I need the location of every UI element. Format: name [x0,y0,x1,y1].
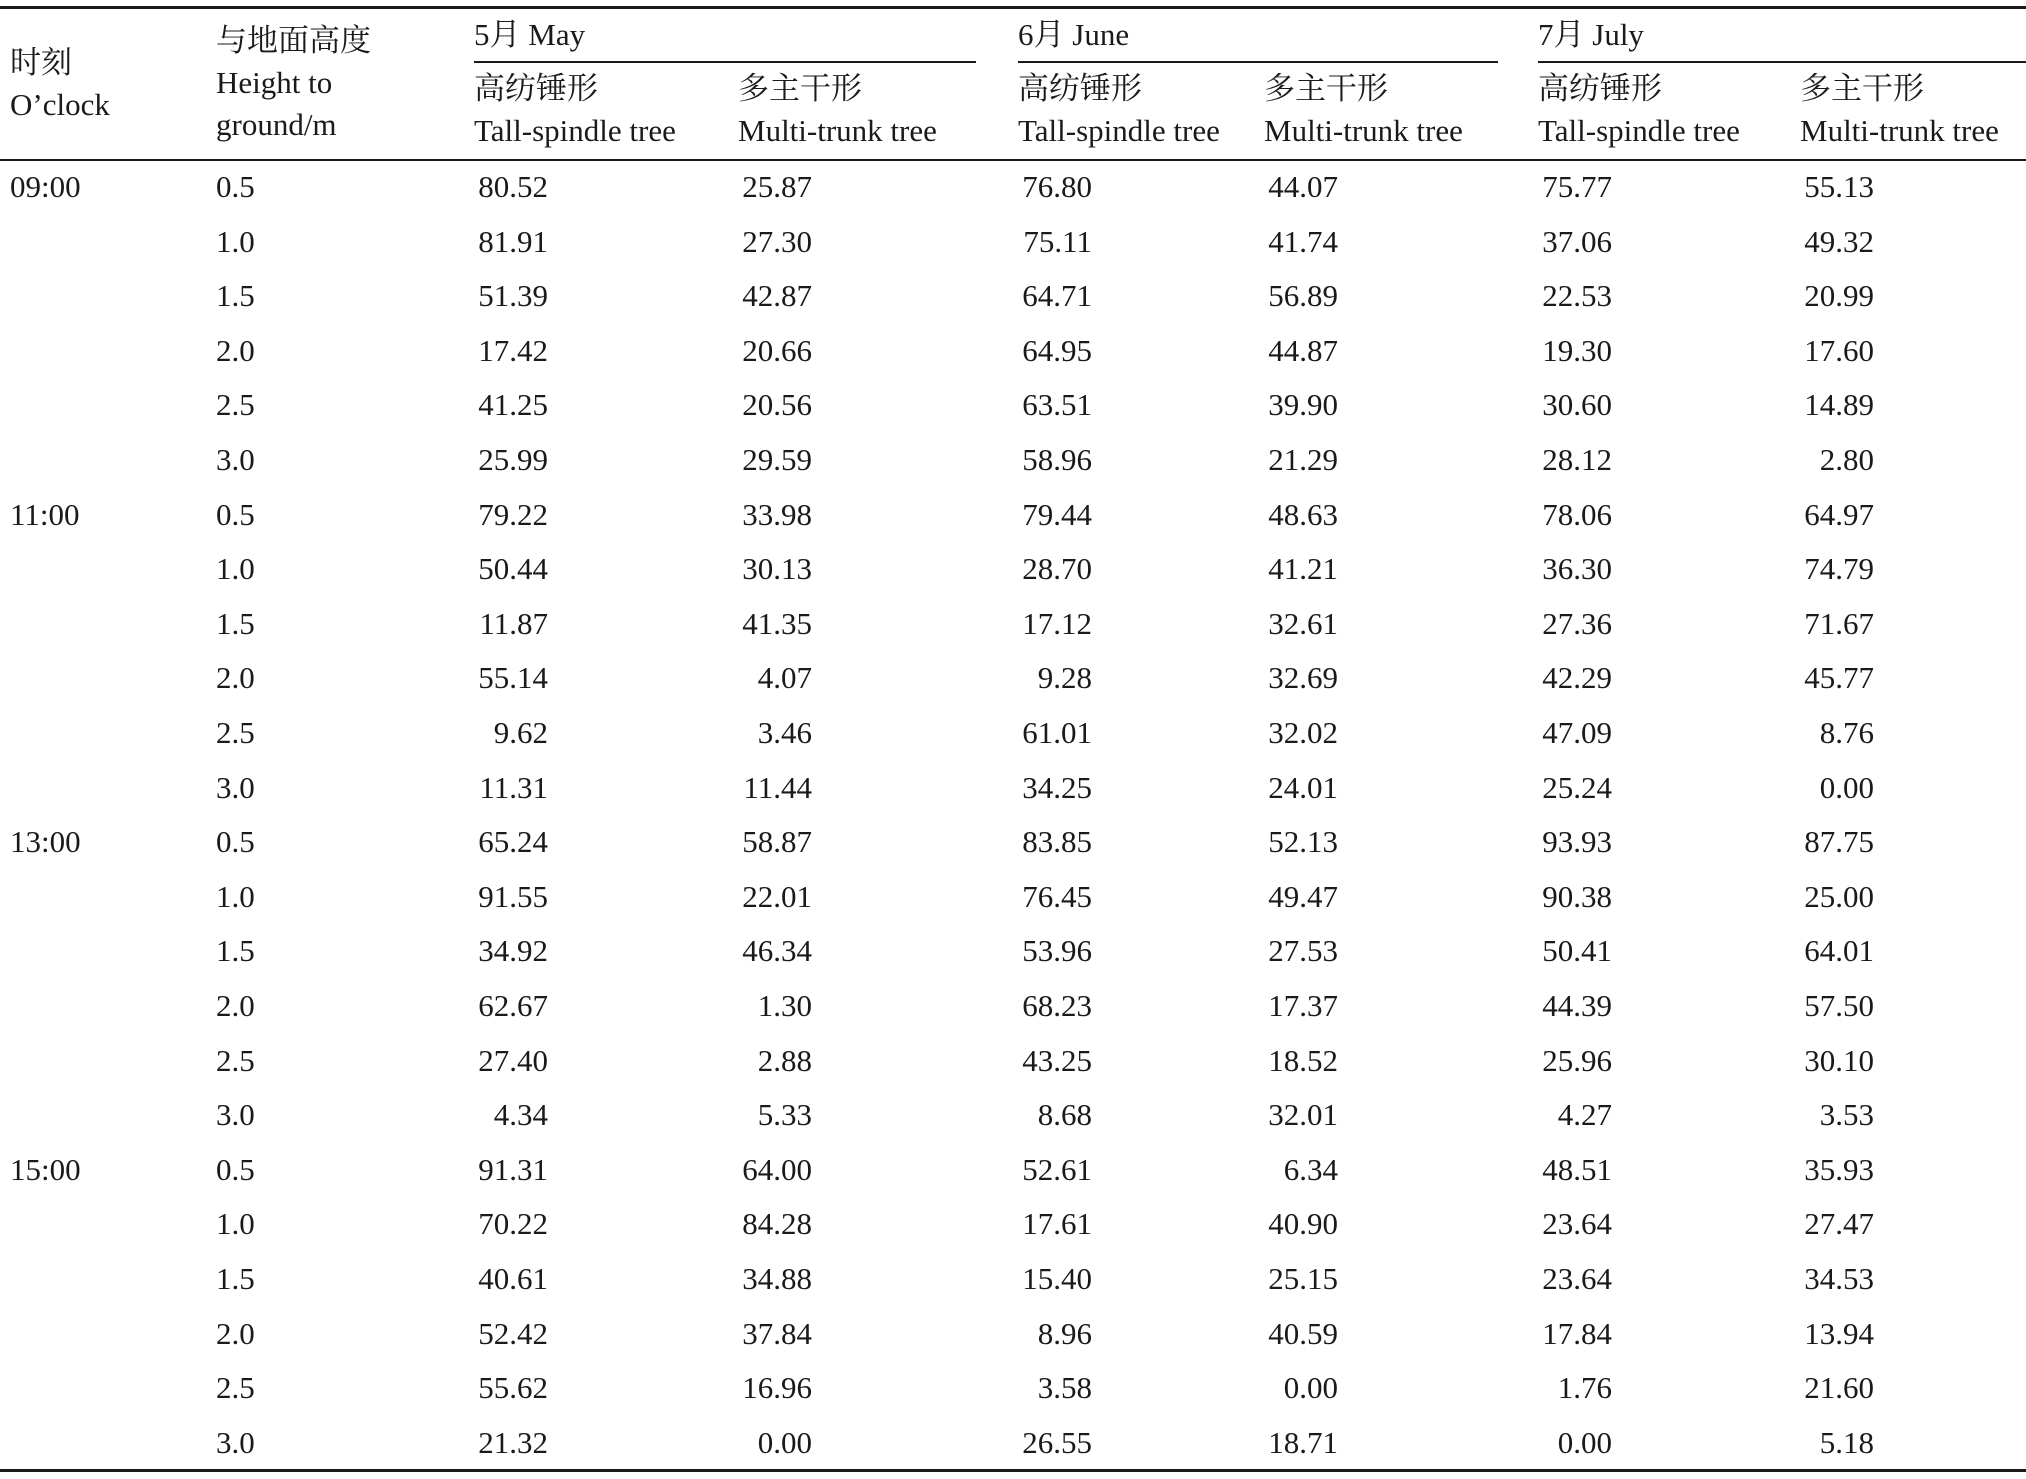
header-july-multi: 多主干形 Multi-trunk tree [1800,71,1999,148]
value-cell: 91.31 [478,1152,548,1187]
value-cell: 44.87 [1268,333,1338,368]
height-cell: 1.0 [216,551,255,586]
value-cell: 11.31 [479,770,548,805]
height-cell: 1.0 [216,879,255,914]
height-cell: 2.0 [216,660,255,695]
value-cell: 27.47 [1804,1206,1874,1241]
value-cell: 6.34 [1283,1152,1338,1187]
table-top-rule [0,6,2026,9]
value-cell: 84.28 [742,1206,812,1241]
value-cell: 34.25 [1022,770,1092,805]
height-cell: 3.0 [216,770,255,805]
value-cell: 58.96 [1022,442,1092,477]
value-cell: 53.96 [1022,933,1092,968]
value-cell: 25.99 [478,442,548,477]
value-cell: 25.87 [742,169,812,204]
value-cell: 2.88 [757,1043,812,1078]
value-cell: 70.22 [478,1206,548,1241]
value-cell: 19.30 [1542,333,1612,368]
value-cell: 81.91 [478,224,548,259]
value-cell: 52.61 [1022,1152,1092,1187]
value-cell: 0.00 [1283,1370,1338,1405]
value-cell: 0.00 [757,1425,812,1460]
height-cell: 2.0 [216,988,255,1023]
value-cell: 24.01 [1268,770,1338,805]
value-cell: 8.68 [1037,1097,1092,1132]
value-cell: 49.32 [1804,224,1874,259]
value-cell: 75.11 [1023,224,1092,259]
value-cell: 90.38 [1542,879,1612,914]
value-cell: 4.27 [1557,1097,1612,1132]
value-cell: 32.69 [1268,660,1338,695]
value-cell: 75.77 [1542,169,1612,204]
value-cell: 32.61 [1268,606,1338,641]
height-cell: 2.5 [216,387,255,422]
value-cell: 83.85 [1022,824,1092,859]
value-cell: 8.96 [1037,1316,1092,1351]
value-cell: 3.53 [1819,1097,1874,1132]
value-cell: 55.62 [478,1370,548,1405]
value-cell: 15.40 [1022,1261,1092,1296]
value-cell: 55.13 [1804,169,1874,204]
header-july-tall: 高纺锤形 Tall-spindle tree [1538,71,1740,148]
value-cell: 50.44 [478,551,548,586]
value-cell: 64.71 [1022,278,1092,313]
value-cell: 64.00 [742,1152,812,1187]
header-month-june: 6月 June [1018,17,1130,52]
value-cell: 27.53 [1268,933,1338,968]
value-cell: 61.01 [1022,715,1092,750]
value-cell: 3.58 [1037,1370,1092,1405]
value-cell: 51.39 [478,278,548,313]
height-cell: 1.5 [216,278,255,313]
value-cell: 3.46 [757,715,812,750]
height-cell: 1.5 [216,606,255,641]
value-cell: 55.14 [478,660,548,695]
value-cell: 20.99 [1804,278,1874,313]
header-may-tall: 高纺锤形 Tall-spindle tree [474,71,676,148]
height-cell: 1.0 [216,1206,255,1241]
height-cell: 2.5 [216,715,255,750]
value-cell: 40.61 [478,1261,548,1296]
height-cell: 2.0 [216,1316,255,1351]
table-header-rule [0,159,2026,161]
header-june-tall: 高纺锤形 Tall-spindle tree [1018,71,1220,148]
value-cell: 41.35 [742,606,812,641]
height-cell: 3.0 [216,442,255,477]
header-may-multi: 多主干形 Multi-trunk tree [738,71,937,148]
header-height-en-1: Height to [216,65,333,100]
value-cell: 62.67 [478,988,548,1023]
value-cell: 43.25 [1022,1043,1092,1078]
time-cell: 15:00 [10,1152,81,1187]
time-cell: 09:00 [10,169,81,204]
value-cell: 93.93 [1542,824,1612,859]
value-cell: 18.71 [1268,1425,1338,1460]
header-month-july: 7月 July [1538,17,1644,52]
header-time [10,42,110,126]
value-cell: 56.89 [1268,278,1338,313]
value-cell: 9.62 [493,715,548,750]
value-cell: 17.60 [1804,333,1874,368]
value-cell: 17.61 [1022,1206,1092,1241]
header-height-zh: 与地面高度 [216,23,371,58]
value-cell: 5.33 [757,1097,812,1132]
value-cell: 37.84 [742,1316,812,1351]
value-cell: 21.29 [1268,442,1338,477]
value-cell: 74.79 [1804,551,1874,586]
value-cell: 1.76 [1557,1370,1612,1405]
value-cell: 20.56 [742,387,812,422]
header-month-may: 5月 May [474,17,586,52]
value-cell: 22.53 [1542,278,1612,313]
value-cell: 79.22 [478,497,548,532]
value-cell: 42.29 [1542,660,1612,695]
header-height [216,20,371,146]
value-cell: 78.06 [1542,497,1612,532]
value-cell: 11.87 [479,606,548,641]
value-cell: 17.42 [478,333,548,368]
value-cell: 18.52 [1268,1043,1338,1078]
value-cell: 25.00 [1804,879,1874,914]
height-cell: 0.5 [216,169,255,204]
value-cell: 30.60 [1542,387,1612,422]
value-cell: 50.41 [1542,933,1612,968]
value-cell: 5.18 [1819,1425,1874,1460]
value-cell: 52.13 [1268,824,1338,859]
value-cell: 28.12 [1542,442,1612,477]
value-cell: 11.44 [743,770,812,805]
value-cell: 16.96 [742,1370,812,1405]
header-height-en-2: ground/m [216,107,337,142]
height-cell: 2.5 [216,1043,255,1078]
value-cell: 41.25 [478,387,548,422]
value-cell: 47.09 [1542,715,1612,750]
value-cell: 17.84 [1542,1316,1612,1351]
value-cell: 27.40 [478,1043,548,1078]
value-cell: 39.90 [1268,387,1338,422]
value-cell: 76.80 [1022,169,1092,204]
value-cell: 21.32 [478,1425,548,1460]
value-cell: 57.50 [1804,988,1874,1023]
value-cell: 52.42 [478,1316,548,1351]
value-cell: 48.51 [1542,1152,1612,1187]
value-cell: 58.87 [742,824,812,859]
height-cell: 1.5 [216,933,255,968]
value-cell: 4.34 [493,1097,548,1132]
value-cell: 30.13 [742,551,812,586]
value-cell: 36.30 [1542,551,1612,586]
value-cell: 25.15 [1268,1261,1338,1296]
value-cell: 27.36 [1542,606,1612,641]
value-cell: 35.93 [1804,1152,1874,1187]
value-cell: 20.66 [742,333,812,368]
value-cell: 26.55 [1022,1425,1092,1460]
value-cell: 46.34 [742,933,812,968]
value-cell: 0.00 [1819,770,1874,805]
value-cell: 21.60 [1804,1370,1874,1405]
height-cell: 0.5 [216,497,255,532]
value-cell: 13.94 [1804,1316,1874,1351]
value-cell: 27.30 [742,224,812,259]
value-cell: 14.89 [1804,387,1874,422]
value-cell: 17.12 [1022,606,1092,641]
value-cell: 63.51 [1022,387,1092,422]
value-cell: 34.88 [742,1261,812,1296]
height-cell: 0.5 [216,824,255,859]
value-cell: 40.90 [1268,1206,1338,1241]
height-cell: 3.0 [216,1425,255,1460]
value-cell: 40.59 [1268,1316,1338,1351]
value-cell: 68.23 [1022,988,1092,1023]
value-cell: 23.64 [1542,1261,1612,1296]
value-cell: 0.00 [1557,1425,1612,1460]
value-cell: 45.77 [1804,660,1874,695]
value-cell: 48.63 [1268,497,1338,532]
value-cell: 8.76 [1819,715,1874,750]
value-cell: 32.01 [1268,1097,1338,1132]
value-cell: 28.70 [1022,551,1092,586]
value-cell: 41.74 [1268,224,1338,259]
month-rule-june [1018,61,1498,63]
value-cell: 65.24 [478,824,548,859]
value-cell: 37.06 [1542,224,1612,259]
value-cell: 80.52 [478,169,548,204]
height-cell: 2.5 [216,1370,255,1405]
value-cell: 33.98 [742,497,812,532]
value-cell: 41.21 [1268,551,1338,586]
value-cell: 32.02 [1268,715,1338,750]
height-cell: 3.0 [216,1097,255,1132]
time-cell: 11:00 [10,497,80,532]
value-cell: 49.47 [1268,879,1338,914]
value-cell: 25.96 [1542,1043,1612,1078]
value-cell: 64.95 [1022,333,1092,368]
value-cell: 91.55 [478,879,548,914]
time-cell: 13:00 [10,824,81,859]
value-cell: 17.37 [1268,988,1338,1023]
height-cell: 2.0 [216,333,255,368]
value-cell: 1.30 [757,988,812,1023]
value-cell: 64.01 [1804,933,1874,968]
value-cell: 2.80 [1819,442,1874,477]
value-cell: 34.92 [478,933,548,968]
header-june-multi: 多主干形 Multi-trunk tree [1264,71,1463,148]
height-cell: 1.5 [216,1261,255,1296]
value-cell: 30.10 [1804,1043,1874,1078]
value-cell: 34.53 [1804,1261,1874,1296]
value-cell: 71.67 [1804,606,1874,641]
value-cell: 9.28 [1037,660,1092,695]
value-cell: 87.75 [1804,824,1874,859]
height-cell: 1.0 [216,224,255,259]
value-cell: 29.59 [742,442,812,477]
table-bottom-rule [0,1469,2026,1472]
value-cell: 44.39 [1542,988,1612,1023]
value-cell: 42.87 [742,278,812,313]
value-cell: 79.44 [1022,497,1092,532]
month-rule-may [474,61,976,63]
value-cell: 23.64 [1542,1206,1612,1241]
value-cell: 25.24 [1542,770,1612,805]
month-rule-july [1538,61,2026,63]
value-cell: 4.07 [757,660,812,695]
value-cell: 44.07 [1268,169,1338,204]
header-time-en: O’clock [10,87,110,122]
header-time-zh: 时刻 [10,45,72,80]
height-cell: 0.5 [216,1152,255,1187]
value-cell: 64.97 [1804,497,1874,532]
value-cell: 22.01 [742,879,812,914]
value-cell: 76.45 [1022,879,1092,914]
